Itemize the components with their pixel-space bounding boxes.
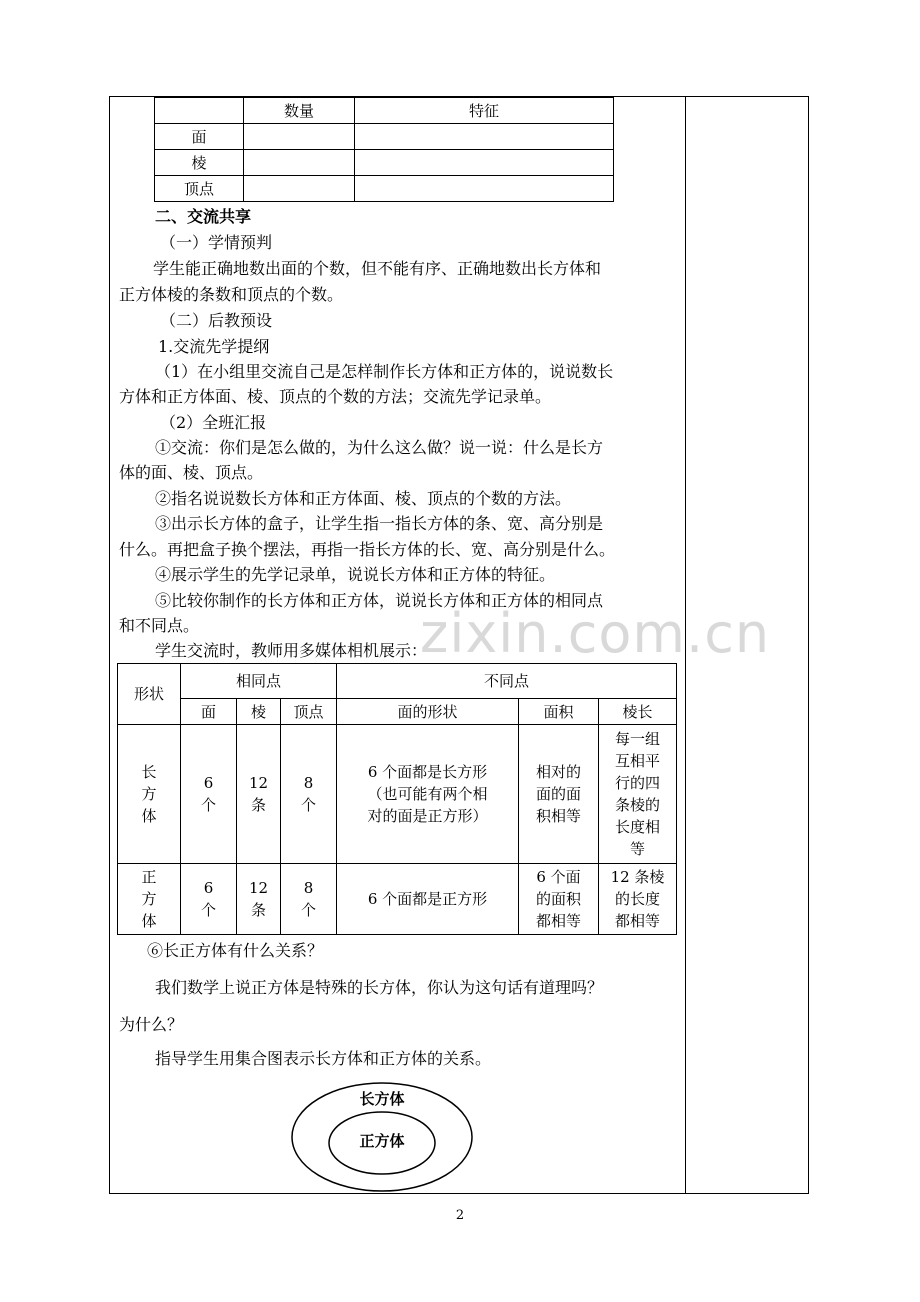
cell-line: 正 — [141, 868, 157, 886]
cell-line: 个 — [300, 796, 316, 814]
paragraph: （2）全班汇报 — [160, 413, 267, 432]
cell-line: 积相等 — [535, 807, 581, 825]
cell-line: 6 个面 — [536, 868, 581, 886]
paragraph: ①交流：你们是怎么做的，为什么这么做？说一说：什么是长方 — [155, 438, 604, 457]
cell-line: 的面积 — [535, 890, 581, 908]
table-header: 顶点 — [281, 699, 337, 725]
paragraph: 指导学生用集合图表示长方体和正方体的关系。 — [155, 1049, 492, 1068]
cell-line: 6 个面都是长方形 — [367, 763, 488, 781]
paragraph: 1.交流先学提纲 — [158, 337, 270, 356]
cell-line: 个 — [300, 901, 316, 919]
cell-line: 个 — [200, 901, 216, 919]
paragraph: 为什么？ — [119, 1015, 184, 1034]
page-number: 2 — [455, 1208, 465, 1223]
cell-line: 个 — [200, 796, 216, 814]
table-header: 面 — [181, 699, 237, 725]
cell-line: 12 — [248, 774, 269, 792]
cell-line: 都相等 — [535, 912, 581, 930]
cell-line: 12 条棱 — [610, 868, 665, 886]
row-label: 面 — [155, 124, 244, 150]
cell-line: 条 — [250, 796, 266, 814]
watermark: zixin.com.cn — [420, 602, 771, 665]
paragraph: （一）学情预判 — [160, 233, 273, 252]
cell-line: 互相平 — [614, 752, 660, 770]
table-header: 棱长 — [599, 699, 677, 725]
cell-line: 的长度 — [614, 890, 660, 908]
cell-line: 8 — [303, 774, 314, 792]
row-label: 顶点 — [155, 176, 244, 202]
table-header: 不同点 — [337, 664, 677, 699]
paragraph: ③出示长方体的盒子，让学生指一指长方体的条、宽、高分别是 — [155, 514, 604, 533]
cell-line: 对的面是正方形） — [367, 807, 488, 825]
paragraph: ②指名说说数长方体和正方体面、棱、顶点的个数的方法。 — [155, 489, 572, 508]
paragraph: （二）后教预设 — [160, 311, 273, 330]
paragraph: 什么。再把盒子换个摆法，再指一指长方体的长、宽、高分别是什么。 — [119, 540, 616, 559]
table-header: 特征 — [355, 98, 614, 124]
table-header: 棱 — [237, 699, 281, 725]
paragraph: 学生交流时，教师用多媒体相机展示： — [155, 641, 428, 660]
cell-line: 长 — [141, 763, 157, 781]
table-header: 面积 — [519, 699, 599, 725]
cell-line: 8 — [303, 879, 314, 897]
cell-line: 行的四 — [614, 774, 660, 792]
paragraph: 学生能正确地数出面的个数，但不能有序、正确地数出长方体和 — [153, 259, 602, 278]
cell-line: 都相等 — [614, 912, 660, 930]
paragraph: 方体和正方体面、棱、顶点的个数的方法；交流先学记录单。 — [119, 387, 552, 406]
table-header: 相同点 — [181, 664, 337, 699]
cell-line: 6 — [203, 774, 214, 792]
paragraph: ④展示学生的先学记录单，说说长方体和正方体的特征。 — [155, 565, 556, 584]
paragraph: 正方体棱的条数和顶点的个数。 — [119, 285, 344, 304]
cell-line: 每一组 — [614, 730, 660, 748]
cell-line: 条 — [250, 901, 266, 919]
cell-line: 6 — [203, 879, 214, 897]
table-header: 数量 — [244, 98, 355, 124]
table-header: 面的形状 — [337, 699, 519, 725]
paragraph: ⑤比较你制作的长方体和正方体，说说长方体和正方体的相同点 — [155, 591, 604, 610]
cell-line: 相对的 — [535, 763, 581, 781]
cell-line: 等 — [629, 840, 645, 858]
section-heading: 二、交流共享 — [155, 207, 252, 226]
table-header: 形状 — [118, 664, 181, 725]
outer-set-label: 长方体 — [359, 1090, 405, 1108]
paragraph: 体的面、棱、顶点。 — [119, 463, 264, 482]
cell-line: 面的面 — [535, 785, 581, 803]
cell-line: 体 — [141, 807, 157, 825]
cell-line: 方 — [141, 785, 157, 803]
paragraph: （1）在小组里交流自己是怎样制作长方体和正方体的，说说数长 — [155, 362, 614, 381]
cell-line: 12 — [248, 879, 269, 897]
paragraph: ⑥长正方体有什么关系？ — [147, 941, 324, 960]
paragraph: 我们数学上说正方体是特殊的长方体，你认为这句话有道理吗？ — [155, 978, 604, 997]
cell-line: 条棱的 — [614, 796, 660, 814]
cell-line: 6 个面都是正方形 — [367, 890, 488, 908]
inner-set-label: 正方体 — [359, 1132, 405, 1150]
cell-line: 体 — [141, 912, 157, 930]
cell-line: 方 — [141, 890, 157, 908]
cell-line: 长度相 — [614, 818, 660, 836]
row-label: 棱 — [155, 150, 244, 176]
cell-line: （也可能有两个相 — [367, 785, 488, 803]
paragraph: 和不同点。 — [119, 616, 200, 635]
